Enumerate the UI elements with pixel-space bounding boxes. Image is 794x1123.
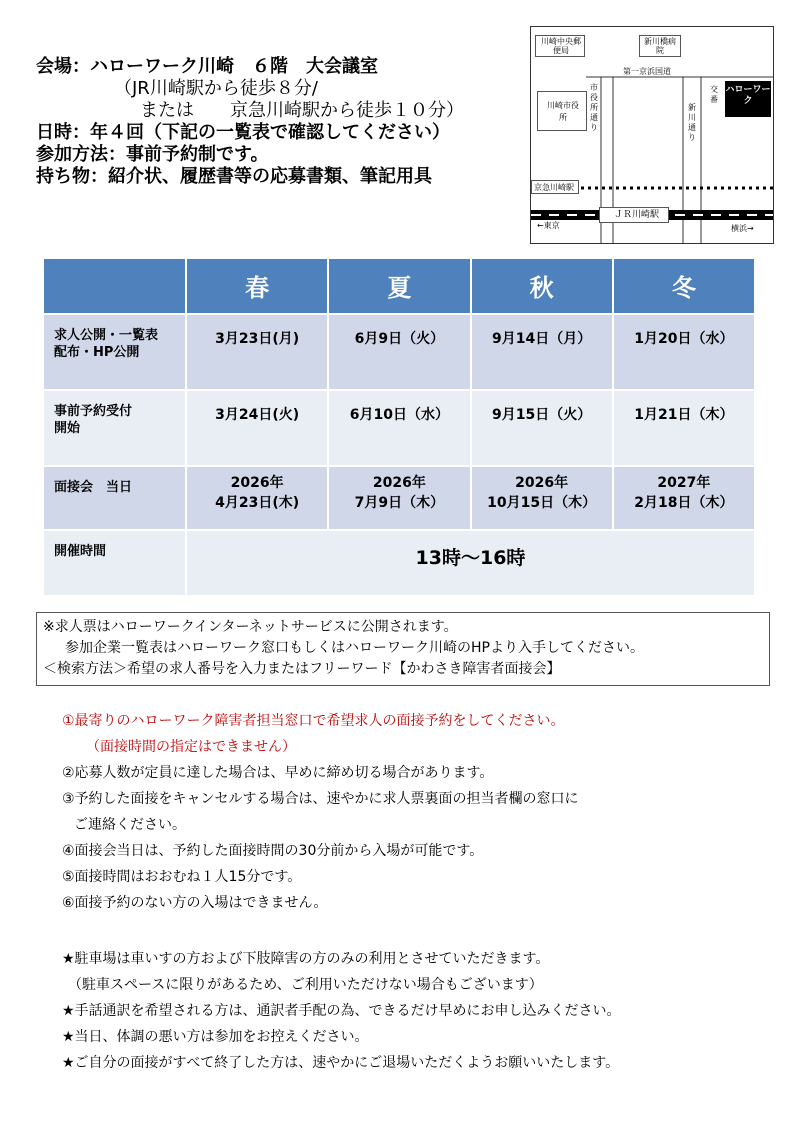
cell-value: 3月23日(月) <box>186 314 328 390</box>
cell-value: 6月10日（水） <box>328 390 470 466</box>
cell-value <box>328 466 470 530</box>
hospital-block <box>639 35 681 57</box>
cell-date: 10月15日（木） <box>487 495 597 511</box>
jr-station-label: ＪＲ川崎駅 <box>614 210 660 220</box>
list-item: ③予約した面接をキャンセルする場合は、速やかに求人票裏面の担当者欄の窓口に <box>62 791 579 807</box>
cell-date: 7月9日（木） <box>354 495 445 511</box>
schedule-table <box>42 257 756 597</box>
keikyu-station-block <box>531 180 579 194</box>
cell-year: 2026年 <box>372 475 426 491</box>
notice-box <box>36 612 770 686</box>
star-note: ★駐車場は車いすの方および下肢障害の方のみの利用とさせていただきます。 <box>62 951 550 967</box>
cell-value: 1月20日（水） <box>613 314 755 390</box>
to-yokohama-label: 横浜→ <box>731 224 754 233</box>
row-label-interview-day: 面接会 当日 <box>43 466 186 530</box>
season-autumn: 秋 <box>471 258 613 314</box>
star-note: （駐車スペースに限りがあるため、ご利用いただけない場合もございます） <box>68 977 543 993</box>
cell-date: 2月18日（木） <box>634 495 734 511</box>
shinkawa-dori-label: 新川通り <box>688 103 696 142</box>
season-header-row <box>43 258 755 314</box>
to-tokyo-label: ←東京 <box>537 221 560 230</box>
table-row-interview-day <box>43 466 755 530</box>
police-label: 交番 <box>710 85 718 104</box>
table-row-reservation <box>43 390 755 466</box>
items-text: 持ち物：紹介状、履歴書等の応募書類、筆記用具 <box>36 166 432 187</box>
method-text: 参加方法：事前予約制です。 <box>36 144 269 165</box>
cell-value: 1月21日（木） <box>613 390 755 466</box>
post-office-label: 川崎中央郵便局 <box>541 37 581 55</box>
notice-line: ＜検索方法＞希望の求人番号を入力またはフリーワード【かわさき障害者面接会】 <box>43 661 561 677</box>
table-row-hours <box>43 530 755 596</box>
cell-value: 3月24日(火) <box>186 390 328 466</box>
event-info <box>36 56 464 188</box>
access-map <box>530 26 774 244</box>
star-note: ★当日、体調の悪い方は参加をお控えください。 <box>62 1029 369 1045</box>
city-office-label: 川崎市役所 <box>547 101 579 122</box>
shiyakusho-dori-label: 市役所通り <box>590 83 598 132</box>
city-office-block <box>537 91 587 131</box>
police-block <box>703 81 725 117</box>
row-label-hours: 開催時間 <box>43 530 186 596</box>
access-keikyu-text: または 京急川崎駅から徒歩１０分） <box>140 100 464 121</box>
cell-value <box>471 466 613 530</box>
post-office-block <box>535 35 585 57</box>
season-winter: 冬 <box>613 258 755 314</box>
season-spring: 春 <box>186 258 328 314</box>
cell-value <box>613 466 755 530</box>
notice-line: ※求人票はハローワークインターネットサービスに公開されます。 <box>43 619 458 635</box>
cell-value: 9月15日（火） <box>471 390 613 466</box>
row-label-line1: 求人公開・一覧表 <box>54 328 159 343</box>
season-summer: 夏 <box>328 258 470 314</box>
cell-year: 2026年 <box>230 475 284 491</box>
row-label-publish <box>43 314 186 390</box>
list-item: ⑥面接予約のない方の入場はできません。 <box>62 895 328 911</box>
hellowork-marker: ハローワーク <box>725 81 771 117</box>
star-notes <box>62 946 621 1076</box>
cell-date: 4月23日(木) <box>215 495 300 511</box>
list-item: ①最寄りのハローワーク障害者担当窓口で希望求人の面接予約をしてください。 <box>62 713 565 729</box>
notice-line: 参加企業一覧表はハローワーク窓口もしくはハローワーク川崎のHPより入手してください。 <box>65 640 644 656</box>
road-daiichi-label: 第一京浜国道 <box>623 67 671 76</box>
row-label-line1: 事前予約受付 <box>54 404 133 419</box>
row-label-line2: 開始 <box>54 421 81 436</box>
row-label-reservation <box>43 390 186 466</box>
cell-year: 2026年 <box>515 475 569 491</box>
cell-value <box>186 466 328 530</box>
list-item: ②応募人数が定員に達した場合は、早めに締め切る場合があります。 <box>62 765 494 781</box>
instruction-list <box>62 708 579 916</box>
jr-station-block <box>599 207 669 223</box>
list-item: ⑤面接時間はおおむね１人15分です。 <box>62 869 302 885</box>
star-note: ★手話通訳を希望される方は、通訳者手配の為、できるだけ早めにお申し込みください。 <box>62 1003 621 1019</box>
datetime-text: 日時：年４回（下記の一覧表で確認してください） <box>36 122 450 143</box>
list-item: ご連絡ください。 <box>74 817 186 833</box>
row-label-line2: 配布・HP公開 <box>54 345 140 360</box>
star-note: ★ご自分の面接がすべて終了した方は、速やかにご退場いただくようお願いいたします。 <box>62 1055 620 1071</box>
cell-value: 6月9日（火） <box>328 314 470 390</box>
keikyu-station-label: 京急川崎駅 <box>534 183 574 192</box>
table-row-publish <box>43 314 755 390</box>
header-blank <box>43 258 186 314</box>
cell-value: 9月14日（月） <box>471 314 613 390</box>
cell-year: 2027年 <box>657 475 711 491</box>
hospital-label: 新川橋病院 <box>644 37 676 55</box>
venue-text: 会場：ハローワーク川崎 ６階 大会議室 <box>36 56 378 77</box>
list-item: （面接時間の指定はできません） <box>86 739 296 755</box>
list-item: ④面接会当日は、予約した面接時間の30分前から入場が可能です。 <box>62 843 484 859</box>
hours-value: 13時～16時 <box>186 530 755 596</box>
access-jr-text: （JR川崎駅から徒歩８分/ <box>114 78 318 99</box>
